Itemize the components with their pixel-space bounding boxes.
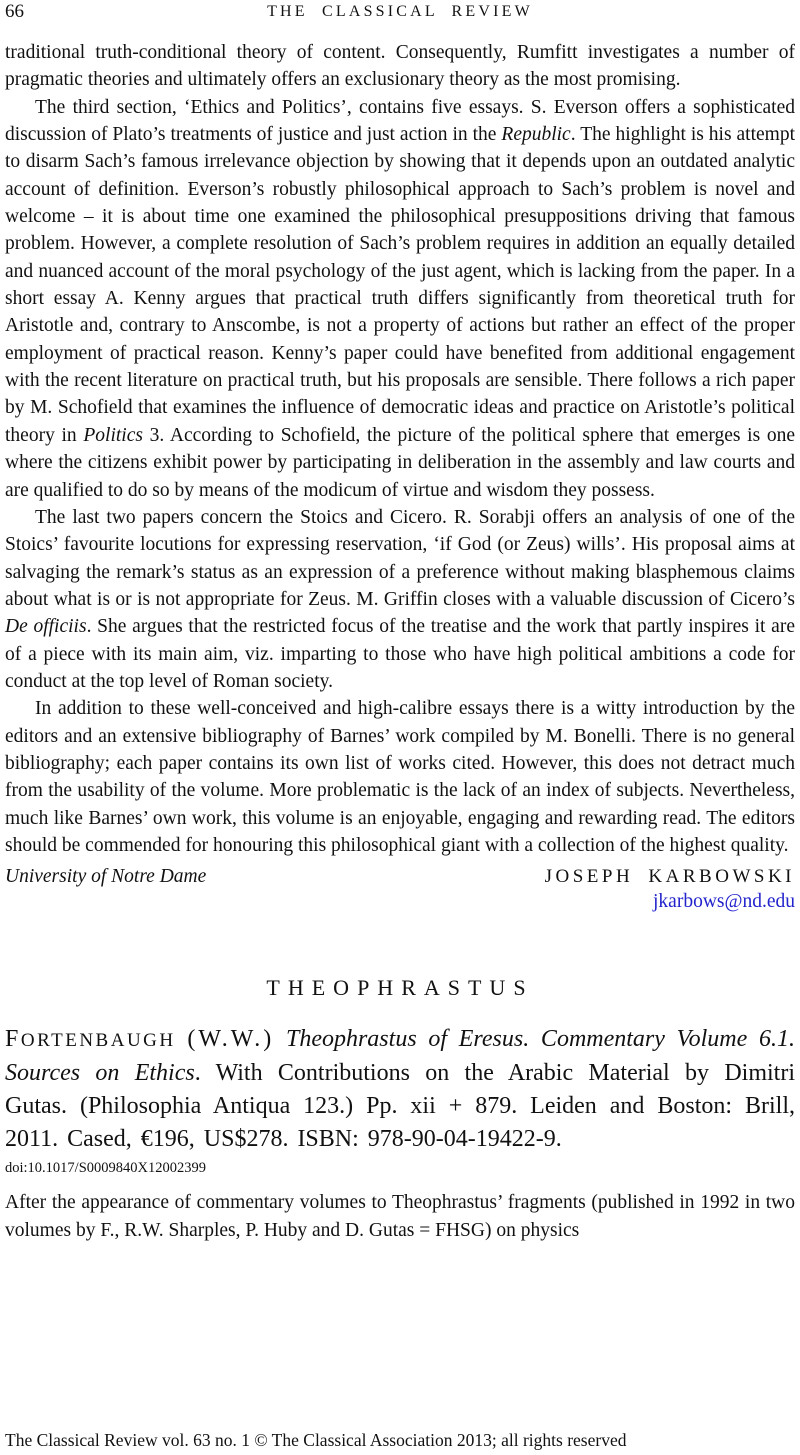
text-run: . With Contributions on the Arabic Material by Dimitri Gutas. (Philosophia Antiqua 123.) Pp. xii + 879. Leiden and Boston: Brill, 2011. Cased, €196, US$278. ISBN: 978-90-04-19422-9.	[5, 1060, 795, 1153]
signature-block	[5, 866, 795, 888]
journal-running-title: THE CLASSICAL REVIEW	[267, 3, 533, 20]
page-body	[5, 39, 795, 1244]
text-run: The last two papers concern the Stoics and Cicero. R. Sorabji offers an analysis of one of the Stoics’ favourite locutions for expressing reservation, ‘if God (or Zeus) wills’. His proposal aims at salvaging the remark’s status as an expression of a preference without making blasphemous claims about what is or is not appropriate for Zeus. M. Griffin closes with a valuable discussion of Cicero’s	[5, 506, 795, 610]
author-affiliation: University of Notre Dame	[5, 866, 207, 888]
page-header	[5, 2, 795, 24]
page-number: 66	[5, 1, 24, 22]
doi-line: doi:10.1017/S0009840X12002399	[5, 1160, 206, 1177]
review2-text-block	[5, 1189, 795, 1244]
text-run	[176, 1026, 188, 1052]
paragraph	[5, 39, 795, 94]
text-run: . She argues that the restricted focus of the treatise and the work that partly inspires it are of a piece with its main aim, viz. imparting to those who have high political ambitions a code for conduct at the top level of Roman society.	[5, 616, 795, 692]
author-name: JOSEPH KARBOWSKI	[544, 866, 795, 888]
text-run	[274, 1026, 286, 1052]
section-heading-theophrastus: THEOPHRASTUS	[266, 975, 534, 1001]
text-run: Politics	[83, 424, 143, 446]
text-run: Theophrastus of Eresus. Commentary Volume 6.1. Sources on Ethics	[5, 1026, 796, 1087]
text-run: After the appearance of commentary volumes to Theophrastus’ fragments (published in 1992 in two volumes by F., R.W. Sharples, P. Huby and D. Gutas = FHSG) on physics	[5, 1192, 795, 1241]
text-run: (W.W.)	[187, 1026, 275, 1053]
paragraph	[5, 94, 795, 504]
review-text-block	[5, 39, 795, 859]
author-email-link[interactable]: jkarbows@nd.edu	[653, 891, 795, 913]
text-run: De officiis	[5, 616, 87, 638]
author-email-row	[5, 891, 795, 913]
paragraph	[5, 504, 795, 695]
page-footer: The Classical Review vol. 63 no. 1 © The Classical Association 2013; all rights reserved	[5, 1430, 627, 1450]
text-run: traditional truth-conditional theory of content. Consequently, Rumfitt investigates a number of pragmatic theories and ultimately offers an exclusionary theory as the most promising.	[5, 42, 795, 91]
text-run: Republic	[501, 124, 571, 146]
text-run: ORTENBAUGH	[20, 1030, 176, 1052]
text-run: . The highlight is his attempt to disarm Sach’s famous irrelevance objection by showing that it depends upon an outdated analytic account of definition. Everson’s robustly philosophical approach to Sach’s problem is novel and welcome – it is about time one examined the philosophical presuppositions driving that famous problem. However, a complete resolution of Sach’s problem requires in addition an equally detailed and nuanced account of the moral psychology of the just agent, which is lacking from the paper. In a short essay A. Kenny argues that practical truth differs significantly from theoretical truth for Aristotle and, contrary to Anscombe, is not a property of actions but rather an effect of the proper employment of practical reason. Kenny’s paper could have benefited from additional engagement with the recent literature on practical truth, but his proposals are sensible. There follows a rich paper by M. Schofield that examines the influence of democratic ideas and practice on Aristotle’s political theory in	[5, 124, 795, 446]
text-run: 3. According to Schofield, the picture of the political sphere that emerges is one where the citizens exhibit power by participating in deliberation in the assembly and law courts and are qualified to do so by means of the modicum of virtue and wisdom they possess.	[5, 424, 795, 501]
paragraph	[5, 695, 795, 859]
text-run: The third section, ‘Ethics and Politics’, contains five essays. S. Everson offers a sophisticated discussion of Plato’s treatments of justice and just action in the	[5, 96, 795, 146]
paragraph	[5, 1189, 795, 1244]
text-run: F	[5, 1026, 21, 1053]
text-run: In addition to these well-conceived and high-calibre essays there is a witty introduction by the editors and an extensive bibliography of Barnes’ work compiled by M. Bonelli. There is no general bibliography; each paper contains its own list of works cited. However, this does not detract much from the usability of the volume. More problematic is the lack of an index of subjects. Nevertheless, much like Barnes’ own work, this volume is an enjoyable, engaging and rewarding read. The editors should be commended for honouring this philosophical giant with a collection of the highest quality.	[5, 698, 795, 856]
book-citation	[5, 1023, 795, 1156]
